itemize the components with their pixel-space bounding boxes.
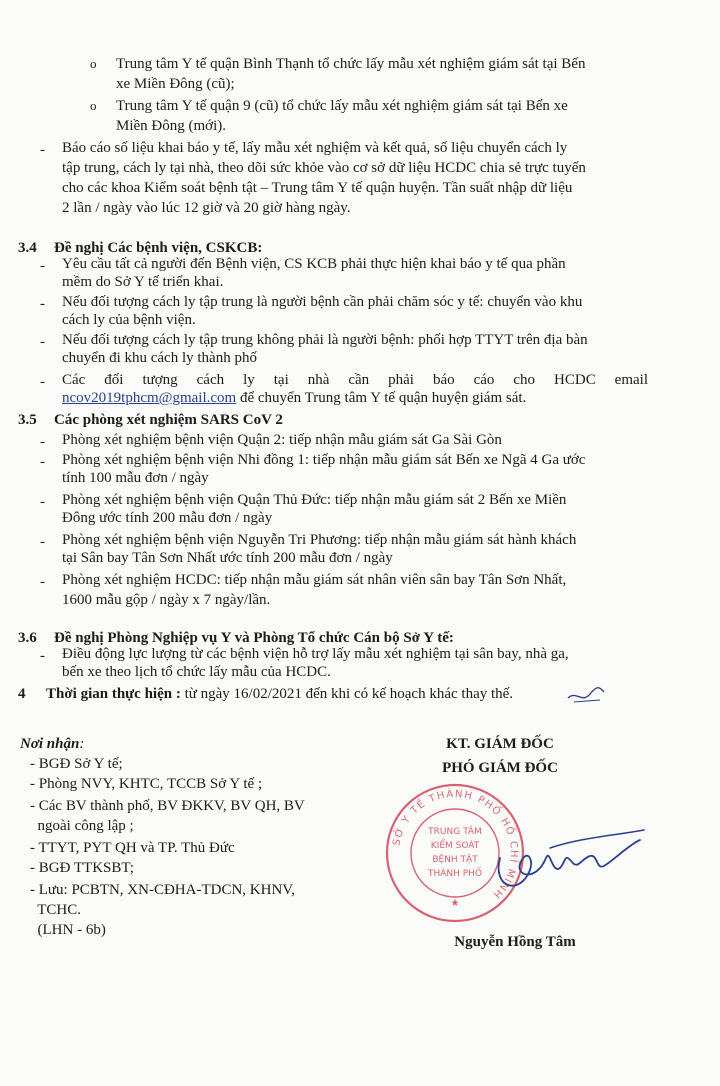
bullet-dash: - bbox=[40, 296, 45, 312]
signature-line2: PHÓ GIÁM ĐỐC bbox=[442, 760, 558, 776]
intro-o1-line2: xe Miền Đông (cũ); bbox=[116, 76, 235, 92]
recipient-line: - TTYT, PYT QH và TP. Thủ Đức bbox=[30, 840, 235, 856]
signature-line1: KT. GIÁM ĐỐC bbox=[446, 736, 554, 752]
stamp-ring-text: SỞ Y TẾ THÀNH PHỐ HỒ CHÍ MINH bbox=[391, 788, 520, 901]
item-line: Yêu cầu tất cả người đến Bệnh viện, CS KCB phải thực hiện khai báo y tế qua phần bbox=[62, 256, 566, 272]
section-title: Đề nghị Phòng Nghiệp vụ Y và Phòng Tổ chức Cán bộ Sở Y tế: bbox=[54, 630, 454, 646]
item-line: Phòng xét nghiệm bệnh viện Quận Thủ Đức: tiếp nhận mẫu giám sát 2 Bến xe Miền bbox=[62, 492, 567, 508]
bullet-dash: - bbox=[40, 334, 45, 350]
item-line: cách ly của bệnh viện. bbox=[62, 312, 196, 328]
bullet-circle: o bbox=[90, 98, 97, 113]
recipient-line: - BGĐ TTKSBT; bbox=[30, 860, 134, 876]
bullet-dash: - bbox=[40, 574, 45, 590]
report-line: tập trung, cách ly tại nhà, theo dõi sức khỏe vào cơ sở dữ liệu HCDC chia sẻ trực tuyến bbox=[62, 160, 586, 176]
report-line: Báo cáo số liệu khai báo y tế, lấy mẫu xét nghiệm và kết quả, số liệu chuyển cách ly bbox=[62, 140, 568, 156]
section-number: 3.5 bbox=[18, 412, 37, 428]
item-line: tính 100 mẫu đơn / ngày bbox=[62, 470, 209, 486]
item-line: Các đối tượng cách ly tại nhà cần phải báo cáo cho HCDC email bbox=[62, 372, 648, 388]
stamp-text: BỆNH TẬT bbox=[432, 855, 478, 865]
bullet-dash: - bbox=[40, 534, 45, 550]
bullet-dash: - bbox=[40, 494, 45, 510]
item-line: Nếu đối tượng cách ly tập trung không phải là người bệnh: phối hợp TTYT trên địa bàn bbox=[62, 332, 588, 348]
section-4-line: Thời gian thực hiện : từ ngày 16/02/2021 đến khi có kế hoạch khác thay thế. bbox=[46, 686, 514, 702]
item-line: tại Sân bay Tân Sơn Nhất ước tính 200 mẫu đơn / ngày bbox=[62, 550, 393, 566]
report-line: cho các khoa Kiểm soát bệnh tật – Trung tâm Y tế quận huyện. Tần suất nhập dữ liệu bbox=[62, 180, 573, 196]
item-line: Điều động lực lượng từ các bệnh viện hỗ trợ lấy mẫu xét nghiệm tại sân bay, nhà ga, bbox=[62, 646, 569, 662]
bullet-dash: - bbox=[40, 648, 45, 664]
item-line: bến xe theo lịch tổ chức lấy mẫu của HCDC. bbox=[62, 664, 331, 680]
item-line: ncov2019tphcm@gmail.com để chuyển Trung tâm Y tế quận huyện giám sát. bbox=[62, 390, 527, 406]
handwritten-signature bbox=[490, 818, 650, 898]
item-line: Phòng xét nghiệm bệnh viện Quận 2: tiếp nhận mẫu giám sát Ga Sài Gòn bbox=[62, 432, 502, 448]
section-number: 3.6 bbox=[18, 630, 37, 646]
stamp-text: THÀNH PHỐ bbox=[427, 869, 483, 879]
section-number: 4 bbox=[18, 686, 26, 702]
recipient-line: TCHC. bbox=[30, 902, 81, 918]
bullet-dash: - bbox=[40, 258, 45, 274]
item-line: Nếu đối tượng cách ly tập trung là người bệnh cần phải chăm sóc y tế: chuyển vào khu bbox=[62, 294, 583, 310]
item-line: Phòng xét nghiệm bệnh viện Nhi đồng 1: tiếp nhận mẫu giám sát Bến xe Ngã 4 Ga ước bbox=[62, 452, 586, 468]
recipient-line: - Phòng NVY, KHTC, TCCB Sở Y tế ; bbox=[30, 776, 263, 792]
report-line: 2 lần / ngày vào lúc 12 giờ và 20 giờ hàng ngày. bbox=[62, 200, 351, 216]
intro-o2-line2: Miền Đông (mới). bbox=[116, 118, 227, 134]
item-line: Phòng xét nghiệm HCDC: tiếp nhận mẫu giám sát nhân viên sân bay Tân Sơn Nhất, bbox=[62, 572, 567, 588]
intro-o1-line1: Trung tâm Y tế quận Bình Thạnh tổ chức lấy mẫu xét nghiệm giám sát tại Bến bbox=[116, 56, 586, 72]
section-number: 3.4 bbox=[18, 240, 37, 256]
bullet-dash: - bbox=[40, 434, 45, 450]
recipient-line: ngoài công lập ; bbox=[30, 818, 134, 834]
recipient-line: (LHN - 6b) bbox=[30, 922, 106, 938]
bullet-dash: - bbox=[40, 374, 45, 390]
bullet-dash: - bbox=[40, 454, 45, 470]
bullet-circle: o bbox=[90, 56, 97, 71]
recipient-line: - Lưu: PCBTN, XN-CĐHA-TDCN, KHNV, bbox=[30, 882, 295, 898]
intro-o2-line1: Trung tâm Y tế quận 9 (cũ) tổ chức lấy mẫu xét nghiệm giám sát tại Bến xe bbox=[116, 98, 568, 114]
recipient-line: - Các BV thành phố, BV ĐKKV, BV QH, BV bbox=[30, 798, 305, 814]
item-line: chuyển đi khu cách ly thành phố bbox=[62, 350, 257, 366]
bullet-dash: - bbox=[40, 142, 45, 158]
item-line: Phòng xét nghiệm bệnh viện Nguyễn Tri Phương: tiếp nhận mẫu giám sát hành khách bbox=[62, 532, 577, 548]
svg-text:★: ★ bbox=[450, 898, 460, 909]
section-title: Các phòng xét nghiệm SARS CoV 2 bbox=[54, 412, 283, 428]
stamp-text: TRUNG TÂM bbox=[428, 827, 482, 837]
recipients-title: Nơi nhận: bbox=[20, 736, 85, 752]
initial-mark-icon bbox=[560, 680, 610, 710]
item-line: 1600 mẫu gộp / ngày x 7 ngày/lần. bbox=[62, 592, 271, 608]
item-line: mềm do Sở Y tế triển khai. bbox=[62, 274, 224, 290]
section-title: Đề nghị Các bệnh viện, CSKCB: bbox=[54, 240, 263, 256]
email-link[interactable]: ncov2019tphcm@gmail.com bbox=[62, 390, 237, 406]
signer-name: Nguyễn Hồng Tâm bbox=[454, 934, 576, 950]
stamp-text: KIỂM SOÁT bbox=[430, 841, 480, 851]
recipient-line: - BGĐ Sở Y tế; bbox=[30, 756, 123, 772]
item-line: Đông ước tính 200 mẫu đơn / ngày bbox=[62, 510, 273, 526]
